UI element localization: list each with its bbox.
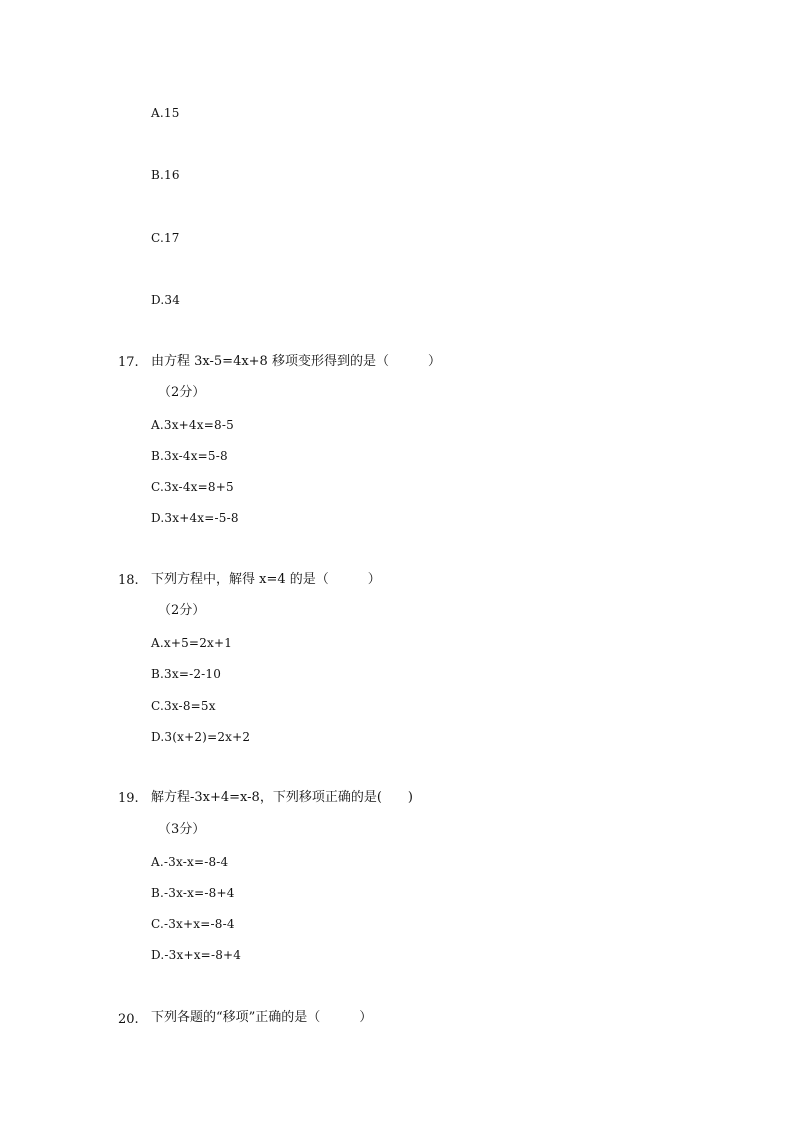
question-19-number: 19. <box>118 791 139 806</box>
question-17-option-d: D.3x+4x=-5-8 <box>151 511 239 525</box>
question-18-option-b: B.3x=-2-10 <box>151 667 222 681</box>
question-19-text: 解方程-3x+4=x-8，下列移项正确的是( ) <box>151 790 413 805</box>
question-20-text: 下列各题的“移项”正确的是（ ） <box>151 1010 373 1025</box>
prev-option-d: D.34 <box>151 293 181 307</box>
question-19-option-a: A.-3x-x=-8-4 <box>151 855 229 869</box>
question-18-option-d: D.3(x+2)=2x+2 <box>151 730 251 744</box>
question-19-option-b: B.-3x-x=-8+4 <box>151 886 235 900</box>
question-18-text: 下列方程中，解得 x=4 的是（ ） <box>151 572 381 587</box>
question-18-option-c: C.3x-8=5x <box>151 699 216 713</box>
prev-option-b: B.16 <box>151 168 180 182</box>
question-17-text: 由方程 3x-5=4x+8 移项变形得到的是（ ） <box>151 354 441 369</box>
question-18-score: （2分） <box>158 603 206 618</box>
question-17-number: 17. <box>118 355 139 370</box>
question-18-option-a: A.x+5=2x+1 <box>151 636 233 650</box>
question-17-option-a: A.3x+4x=8-5 <box>151 418 234 432</box>
question-19-option-d: D.-3x+x=-8+4 <box>151 948 242 962</box>
question-17-option-b: B.3x-4x=5-8 <box>151 449 228 463</box>
question-20-number: 20. <box>118 1012 139 1027</box>
question-17-option-c: C.3x-4x=8+5 <box>151 480 234 494</box>
question-19-score: （3分） <box>158 822 206 837</box>
question-19-option-c: C.-3x+x=-8-4 <box>151 917 235 931</box>
question-18-number: 18. <box>118 573 139 588</box>
prev-option-c: C.17 <box>151 231 180 245</box>
question-17-score: （2分） <box>158 385 206 400</box>
prev-option-a: A.15 <box>151 106 180 120</box>
